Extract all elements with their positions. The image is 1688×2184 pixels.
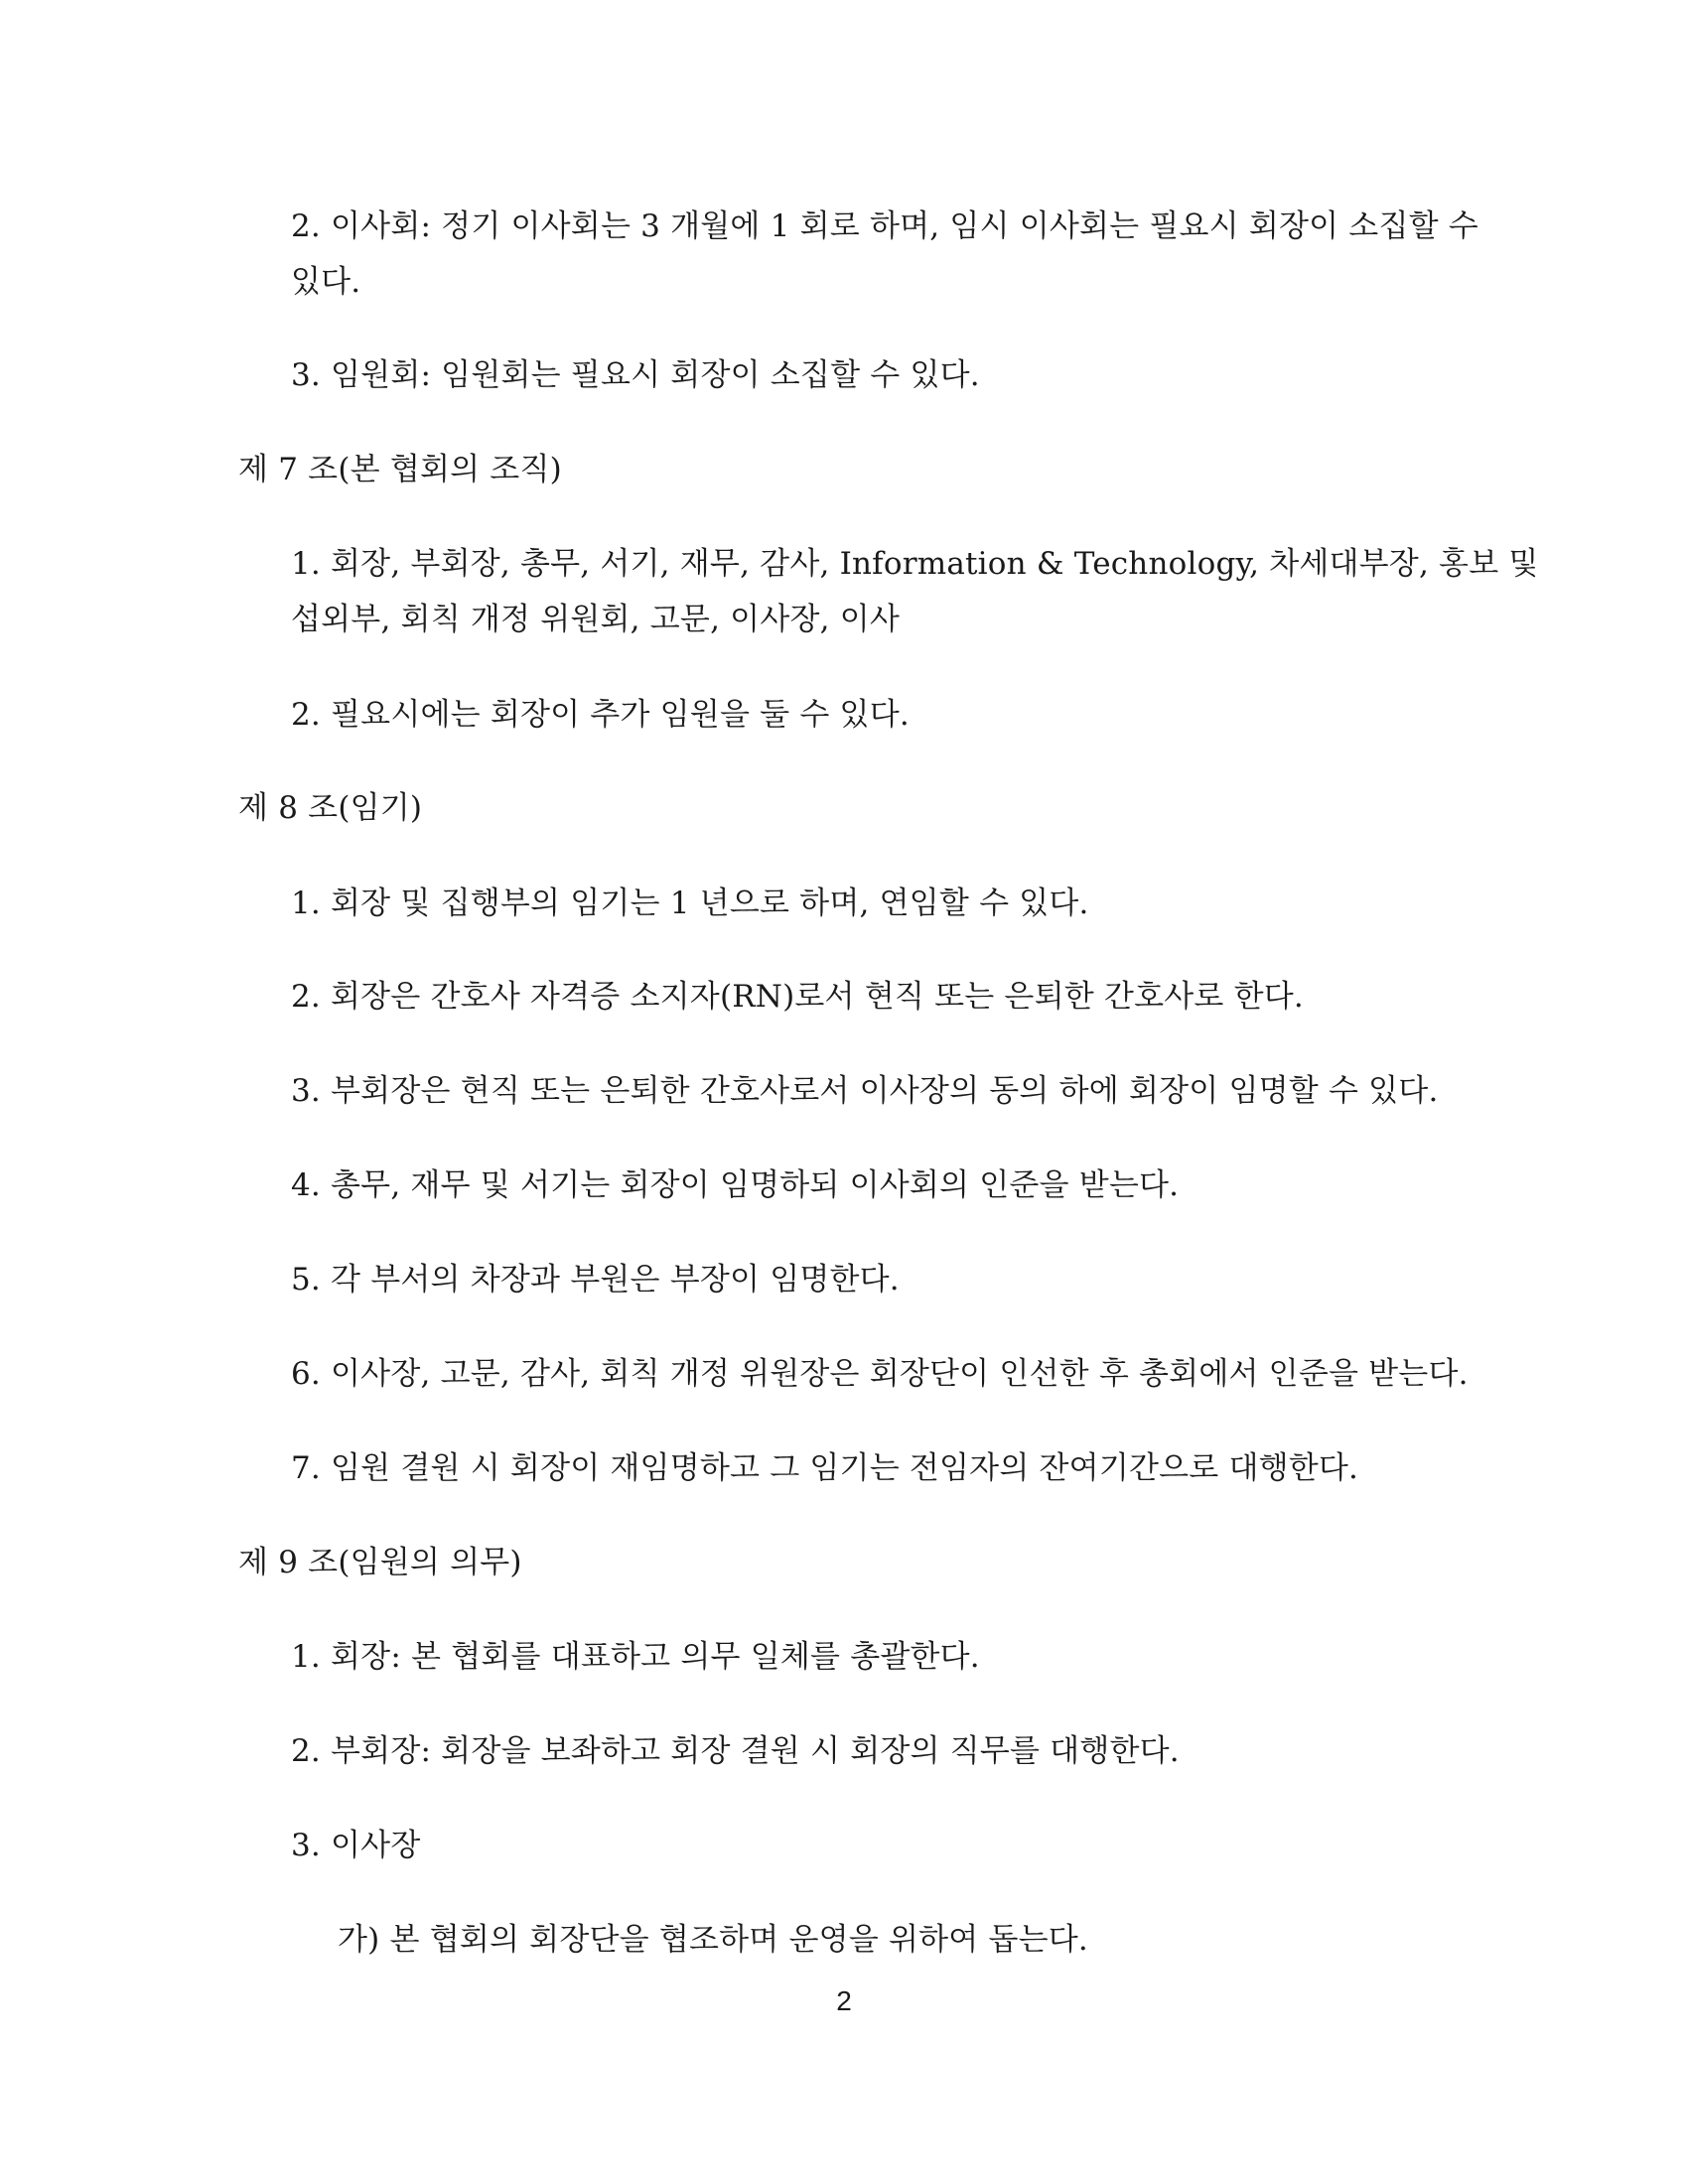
article-8-item-3: 3. 부회장은 현직 또는 은퇴한 간호사로서 이사장의 동의 하에 회장이 임명할 수 있다. [291,1073,1439,1109]
article-8-item-1: 1. 회장 및 집행부의 임기는 1 년으로 하며, 연임할 수 있다. [291,886,1089,921]
paragraph-executive-meetings: 3. 임원회: 임원회는 필요시 회장이 소집할 수 있다. [291,357,980,393]
article-8-item-5: 5. 각 부서의 차장과 부원은 부장이 임명한다. [291,1262,900,1297]
article-7-heading: 제 7 조(본 협회의 조직) [238,452,562,487]
article-8-heading: 제 8 조(임기) [238,790,423,826]
page-number: 2 [836,1985,852,2016]
paragraph-board-meetings: 2. 이사회: 정기 이사회는 3 개월에 1 회로 하며, 임시 이사회는 필요시 회장이 소집할 수 [291,208,1478,244]
article-8-item-2: 2. 회장은 간호사 자격증 소지자(RN)로서 현직 또는 은퇴한 간호사로 한다. [291,979,1304,1015]
article-9-heading: 제 9 조(임원의 의무) [238,1545,522,1580]
article-8-item-7: 7. 임원 결원 시 회장이 재임명하고 그 임기는 전임자의 잔여기간으로 대행한다. [291,1450,1359,1486]
article-7-item-1: 1. 회장, 부회장, 총무, 서기, 재무, 감사, Information & Technology, 차세대부장, 홍보 및 [291,546,1539,582]
article-7-item-2: 2. 필요시에는 회장이 추가 임원을 둘 수 있다. [291,697,910,733]
article-9-item-3-sub-a: 가) 본 협회의 회장단을 협조하며 운영을 위하여 돕는다. [338,1922,1088,1958]
article-8-item-4: 4. 총무, 재무 및 서기는 회장이 임명하되 이사회의 인준을 받는다. [291,1167,1180,1203]
article-9-item-2: 2. 부회장: 회장을 보좌하고 회장 결원 시 회장의 직무를 대행한다. [291,1733,1180,1769]
paragraph-board-meetings-cont: 있다. [291,264,361,300]
article-7-item-1-cont: 섭외부, 회칙 개정 위원회, 고문, 이사장, 이사 [291,602,901,637]
article-9-item-3: 3. 이사장 [291,1828,421,1863]
article-8-item-6: 6. 이사장, 고문, 감사, 회칙 개정 위원장은 회장단이 인선한 후 총회에서 인준을 받는다. [291,1356,1469,1392]
article-9-item-1: 1. 회장: 본 협회를 대표하고 의무 일체를 총괄한다. [291,1639,980,1675]
